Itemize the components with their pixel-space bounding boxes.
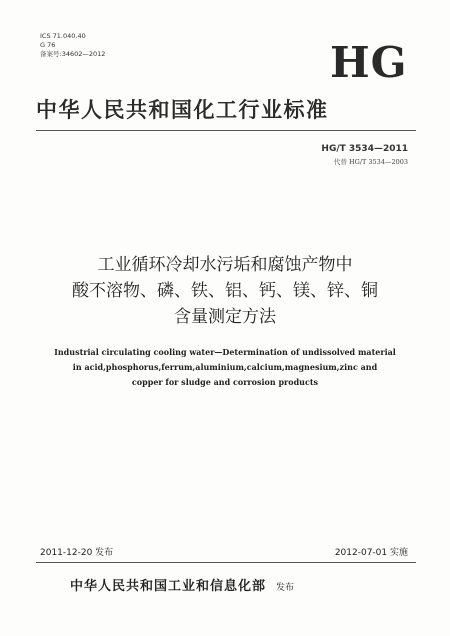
replaces-standard: 代替 HG/T 3534—2003 xyxy=(333,158,408,166)
standard-number: HG/T 3534—2011 xyxy=(321,144,408,154)
record-number: 备案号:34602—2012 xyxy=(40,50,106,58)
classification-code: G 76 xyxy=(40,41,56,49)
chinese-title xyxy=(50,252,400,330)
chinese-title-line: 工业循环冷却水污垢和腐蚀产物中 xyxy=(97,255,353,275)
issue-date: 2011-12-20 发布 xyxy=(40,548,114,558)
chinese-title-line: 酸不溶物、磷、铁、铝、钙、镁、锌、铜 xyxy=(72,281,378,301)
issuer-line xyxy=(70,575,294,594)
organization-title: 中华人民共和国化工行业标准 xyxy=(36,98,329,122)
english-title-line: Industrial circulating cooling water—Determination of undissolved material xyxy=(54,347,396,357)
ics-code: ICS 71.040.40 xyxy=(40,32,86,40)
english-title-line: in acid,phosphorus,ferrum,aluminium,calcium,magnesium,zinc and xyxy=(72,362,378,372)
english-title-line: copper for sludge and corrosion products xyxy=(131,377,319,387)
standard-number-block xyxy=(321,144,408,166)
implement-date: 2012-07-01 实施 xyxy=(334,548,408,558)
hg-logo: HG xyxy=(330,38,408,87)
english-title xyxy=(40,345,410,390)
header-rule xyxy=(36,130,416,131)
issuer-action: 发布 xyxy=(276,583,295,593)
chinese-title-line: 含量测定方法 xyxy=(174,307,276,327)
issuer-name: 中华人民共和国工业和信息化部 xyxy=(70,579,267,594)
classification-block xyxy=(40,32,105,59)
footer-rule xyxy=(36,562,416,563)
